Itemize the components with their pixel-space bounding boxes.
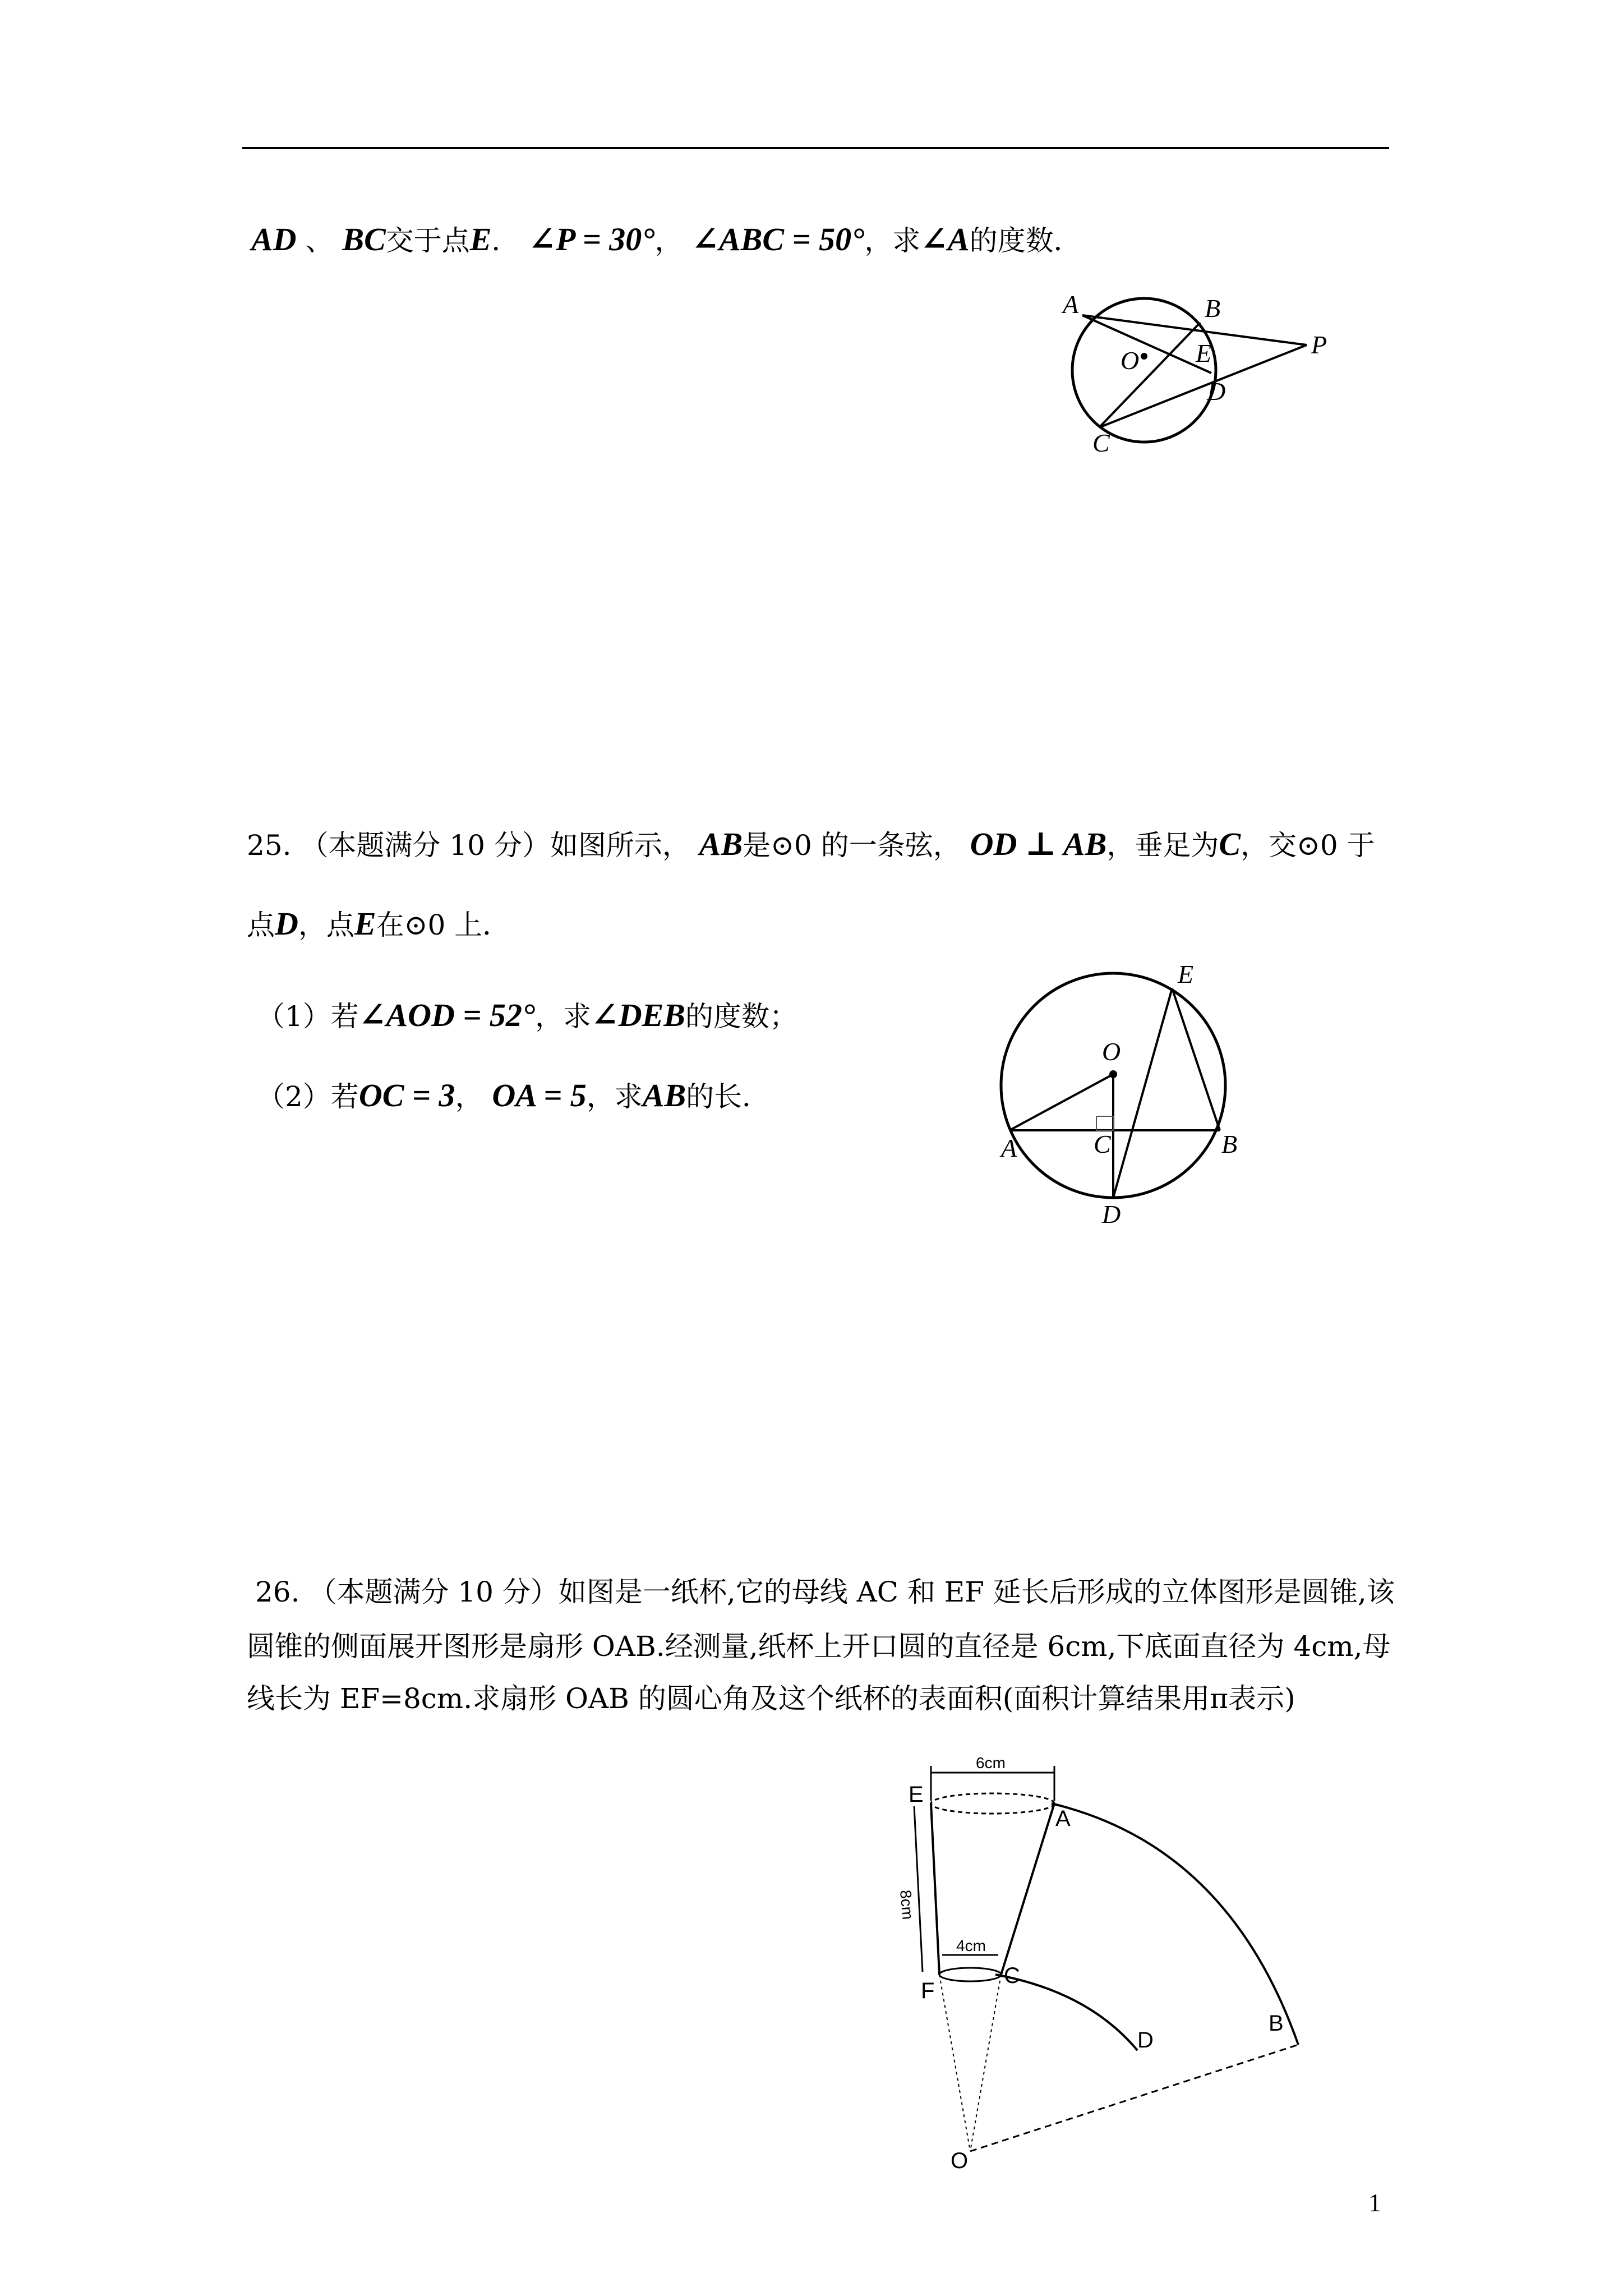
q26-label-D: D [1137, 2028, 1154, 2053]
q26-extension-CO [970, 1975, 1001, 2151]
q26-label-O: O [951, 2148, 969, 2173]
q24-figure [1043, 280, 1357, 460]
q24-label-O: O [1121, 346, 1140, 375]
q26-generatrix-EF [931, 1803, 939, 1975]
q24-label-D: D [1207, 377, 1226, 406]
q25-label-D: D [1102, 1200, 1121, 1228]
q25-label-E: E [1178, 960, 1194, 988]
q25-part1: （1）若∠AOD = 52°，求∠DEB的度数； [257, 997, 797, 1033]
q24-label-B: B [1205, 294, 1221, 323]
q26-label-A: A [1055, 1806, 1071, 1831]
q26-dim-top-label: 6cm [976, 1754, 1006, 1772]
q24-label-A: A [1063, 290, 1079, 319]
q26-label-B: B [1269, 2011, 1284, 2036]
q25-label-A: A [1001, 1134, 1017, 1162]
q25-center-dot [1109, 1070, 1117, 1078]
page-number: 1 [1368, 2188, 1381, 2217]
q25-part2: （2）若OC = 3， OA = 5，求AB的长． [257, 1077, 771, 1114]
q26-bottom-ellipse [939, 1968, 1001, 1981]
q24-line-CB [1099, 323, 1200, 427]
q25-statement-line1: 25. （本题满分 10 分）如图所示， AB是⊙0 的一条弦， OD ⊥ AB，垂足为C，交⊙0 于 [247, 826, 1375, 862]
q26-extension-FO [939, 1975, 970, 2151]
q26-label-C: C [1004, 1963, 1020, 1988]
q26-generatrix-AC [1001, 1803, 1054, 1975]
q26-line2: 圆锥的侧面展开图形是扇形 OAB.经测量,纸杯上开口圆的直径是 6cm,下底面直径为 4cm,母 [247, 1630, 1391, 1663]
q24-label-E: E [1196, 339, 1212, 367]
q25-segment-OA [1009, 1074, 1113, 1130]
q26-line3: 线长为 EF=8cm.求扇形 OAB 的圆心角及这个纸杯的表面积(面积计算结果用π表示) [247, 1682, 1295, 1715]
q26-line1: 26. （本题满分 10 分）如图是一纸杯,它的母线 AC 和 EF 延长后形成的立体图形是圆锥,该 [255, 1576, 1395, 1608]
q25-segment-DE [1113, 988, 1172, 1198]
q25-right-angle-mark [1096, 1116, 1113, 1130]
q25-statement-line2: 点D，点E在⊙0 上． [247, 905, 511, 942]
q25-label-O: O [1102, 1037, 1121, 1066]
q26-radius-OB [970, 2045, 1298, 2151]
q24-label-P: P [1311, 330, 1327, 359]
q26-dim-side-label: 8cm [897, 1889, 917, 1921]
q26-figure [886, 1750, 1312, 2177]
q26-dim-side-line [914, 1806, 923, 1972]
q25-label-B: B [1221, 1130, 1238, 1158]
header-rule [242, 147, 1389, 149]
q24-statement: AD 、 BC交于点E． ∠P = 30°， ∠ABC = 50°，求∠A的度数． [251, 221, 1082, 257]
q26-dim-bottom-label: 4cm [956, 1937, 986, 1954]
q26-top-ellipse [931, 1793, 1054, 1814]
q26-label-F: F [921, 1978, 935, 2003]
q24-center-dot [1141, 353, 1147, 360]
q25-label-C: C [1094, 1130, 1111, 1158]
q26-label-E: E [909, 1782, 924, 1807]
q24-label-C: C [1092, 429, 1110, 457]
q25-figure [987, 959, 1245, 1228]
